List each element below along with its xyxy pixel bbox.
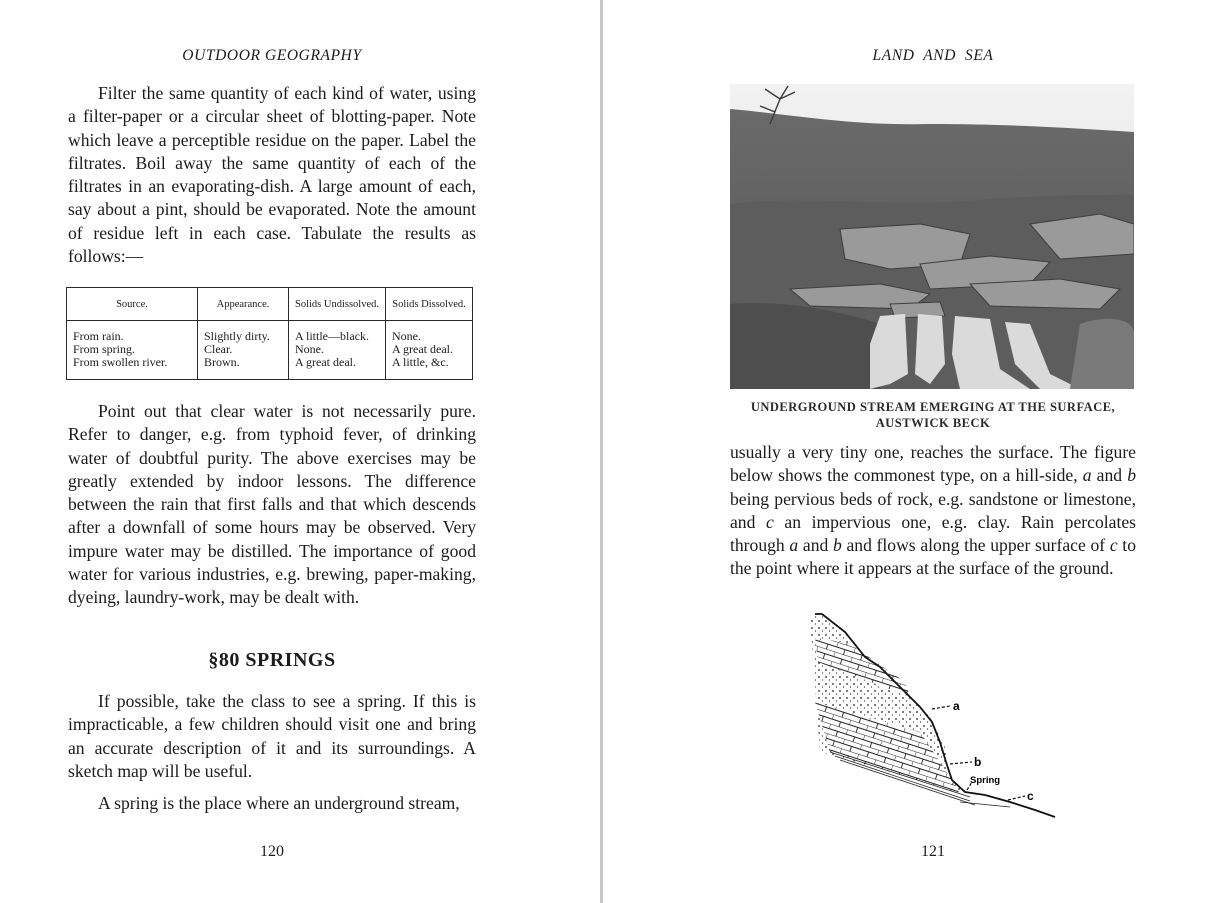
- text-run: being pervious beds of rock, e.g. sandstone or limestone, and: [730, 488, 1136, 532]
- running-head-right: LAND AND SEA: [872, 47, 994, 64]
- cell-line: A little—black.: [295, 329, 369, 343]
- cell-line: From rain.: [73, 329, 124, 343]
- cell-line: From spring.: [73, 342, 136, 356]
- running-head-left: OUTDOOR GEOGRAPHY: [182, 47, 362, 64]
- left-page: [68, 0, 476, 903]
- paragraph-visit-spring: If possible, take the class to see a spring. If this is impracticable, a few children should visit one and bring an accurate description of it and its surroundings. A sketch map will be useful.: [68, 691, 476, 781]
- right-page: [730, 0, 1136, 903]
- table-header-solids-undissolved: Solids Undissolved.: [289, 288, 386, 321]
- diagram-label-b: b: [974, 755, 982, 769]
- table-header-appearance: Appearance.: [198, 288, 289, 321]
- photo-caption: [730, 399, 1136, 431]
- text-run: and flows along the upper surface of: [841, 535, 1110, 556]
- waterfall-photograph: [730, 84, 1134, 389]
- caption-line-1: UNDERGROUND STREAM EMERGING AT THE SURFACE,: [750, 400, 1116, 414]
- page-number-right: 121: [921, 843, 945, 860]
- waterfall-photo-illustration: [730, 84, 1134, 389]
- table-header-solids-dissolved: Solids Dissolved.: [386, 288, 473, 321]
- cell-line: A great deal.: [392, 342, 453, 356]
- cell-line: A little, &c.: [392, 355, 449, 369]
- cell-line: None.: [392, 329, 421, 343]
- paragraph-spring-definition: A spring is the place where an underground stream,: [98, 793, 460, 813]
- text-run: and: [798, 535, 833, 556]
- paragraph-filter-instructions: Filter the same quantity of each kind of water, using a filter-paper or a circular sheet of blotting-paper. Note which leave a perceptible residue on the paper. Label the filtrates. Boil away the same quantity of each of the filtrates in an evaporating-dish. A large amount of each, say about a pint, should be evaporated. Note the amount of residue left in each case. Tabulate the results as follows:—: [68, 83, 476, 267]
- hillside-strata-drawing: [810, 612, 1070, 822]
- caption-line-2: AUSTWICK BECK: [875, 416, 991, 430]
- text-run: an impervious one, e.g. clay. Rain percolates through: [730, 511, 1136, 556]
- table-header-source: Source.: [67, 288, 198, 321]
- cell-line: Clear.: [204, 342, 233, 356]
- diagram-label-a: a: [953, 699, 960, 713]
- table-cell-source: [67, 321, 198, 380]
- spring-cross-section-diagram: [810, 612, 1070, 822]
- section-title-springs: §80 SPRINGS: [208, 649, 336, 671]
- cell-line: From swollen river.: [73, 355, 168, 369]
- diagram-label-spring: Spring: [970, 775, 1001, 786]
- paragraph-clear-water: Point out that clear water is not necessarily pure. Refer to danger, e.g. from typhoid fever, of drinking water of doubtful purity. The above exercises may be greatly extended by indoor lessons. The difference between the rain that first falls and that which descends after a downfall of some hours may be observed. Very impure water may be distilled. The importance of good water for various industries, e.g. brewing, paper-making, dyeing, laundry-work, may be dealt with.: [68, 401, 476, 608]
- label-b-ref: b: [1127, 465, 1136, 486]
- cell-line: Brown.: [204, 355, 240, 369]
- cell-line: A great deal.: [295, 355, 356, 369]
- cell-line: Slightly dirty.: [204, 329, 270, 343]
- table-cell-solids-dissolved: [386, 321, 473, 380]
- table-header-row: [67, 288, 473, 321]
- diagram-label-c: c: [1027, 789, 1034, 803]
- text-run: and: [1091, 465, 1128, 486]
- label-b-ref: b: [832, 535, 842, 556]
- table-cell-appearance: [198, 321, 289, 380]
- page-number-left: 120: [260, 843, 284, 860]
- label-a-ref: a: [1082, 465, 1092, 486]
- label-a-ref: a: [789, 535, 799, 556]
- text-run: to the point where it appears at the surface of the ground.: [730, 535, 1136, 579]
- text-run: usually a very tiny one, reaches the surface. The figure below shows the commonest type, on a hill-side,: [730, 442, 1136, 486]
- table-cell-solids-undissolved: [289, 321, 386, 380]
- book-spine-divider: [600, 0, 603, 903]
- table-row: [67, 321, 473, 380]
- label-c-ref: c: [766, 511, 774, 532]
- water-results-table: [66, 287, 473, 380]
- cell-line: None.: [295, 342, 324, 356]
- label-c-ref: c: [1109, 535, 1118, 556]
- paragraph-spring-explanation: [730, 441, 1136, 581]
